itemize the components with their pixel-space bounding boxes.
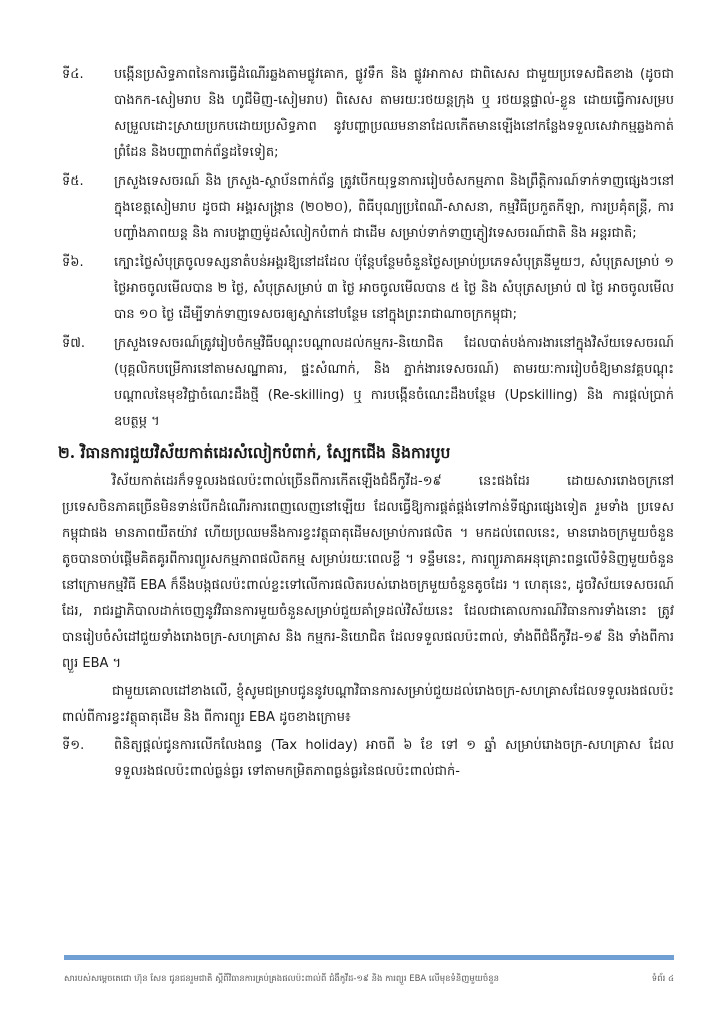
body-paragraph: វិស័យកាត់ដេរក៏ទទួលរងផលប៉ះពាល់ច្រើនពីការកើតឡើងជំងឺកូវីដ-១៩ នេះផងដែរ ដោយសាររោងចក្រនៅប្រទេសចិនភាគច្រើនមិនទាន់បើកដំណើរការពេញលេញនៅឡើយ ដែលធ្វើឱ្យការផ្គត់ផ្គង់ទៅកាន់ទីផ្សារផ្សេងទៀត រួមទាំង ប្រទេសកម្ពុជាផង មានភាពយឺតយ៉ាវ ហើយប្រឈមនឹងការខ្វះវត្ថុធាតុដើមសម្រាប់ការផលិត ។ មកដល់ពេលនេះ, មានរោងចក្រមួយចំនួនតូចបានចាប់ផ្តើមគិតគូរពីការព្យួរសកម្មភាពផលិតកម្ម សម្រាប់រយៈពេលខ្លី ។ ទន្ទឹមនេះ, ការព្យួរភាគអនុគ្រោះពន្ធលើទំនិញមួយចំនួន នៅក្រោមកម្មវិធី EBA ក៏នឹងបង្កផលប៉ះពាល់ខ្លះទៅលើការផលិតរបស់រោងចក្រមួយចំនួនតូចដែរ ។ ហេតុនេះ, ដូចវិស័យទេសចរណ៍ដែរ, រាជរដ្ឋាភិបាលដាក់ចេញនូវវិធានការមួយចំនួនសម្រាប់ជួយគាំទ្រដល់វិស័យនេះ ដែលជាគោលការណ៍វិធានការទាំងនោះ ត្រូវបានរៀបចំសំដៅជួយទាំងរោងចក្រ-សហគ្រាស និង កម្មករ-និយោជិត ដែលទទួលផលប៉ះពាល់, ទាំងពីជំងឺកូវីដ-១៩ និង ទាំងពីការព្យួរ EBA ។ — [62, 474, 674, 671]
item-text: ក្រសួងទេសចរណ៍ និង ក្រសួង-ស្ថាប័នពាក់ព័ន្ធ ត្រូវបើកយុទ្ធនាការរៀបចំសកម្មភាព និងព្រឹត្តិការណ៍ទាក់ទាញផ្សេងៗនៅក្នុងខេត្តសៀមរាប ដូចជា អង្គរសង្ក្រាន (២០២០), ពិធីបុណ្យប្រពៃណី-សាសនា, កម្មវិធីប្រកួតកីឡា, ការប្រគុំតន្ត្រី, ការបញ្ចាំងភាពយន្ត និង ការបង្ហាញម៉ូដសំលៀកបំពាក់ ជាដើម សម្រាប់ទាក់ទាញភ្ញៀវទេសចរណ៍ជាតិ និង អន្តរជាតិ; — [114, 174, 674, 241]
page-content — [58, 62, 674, 788]
list-item — [10, 169, 674, 247]
page-footer — [64, 972, 674, 986]
body-paragraph: ជាមួយគោលដៅខាងលើ, ខ្ញុំសូមជម្រាបជូននូវបណ្តាវិធានការសម្រាប់ជួយដល់រោងចក្រ-សហគ្រាសដែលទទួលរងផលប៉ះពាល់ពីការខ្វះវត្ថុធាតុដើម និង ពីការព្យួរ EBA ដូចខាងក្រោម៖ — [62, 684, 674, 725]
item-text: ក្រសួងទេសចរណ៍ត្រូវរៀបចំកម្មវិធីបណ្តុះបណ្តាលដល់កម្មករ-និយោជិត ដែលបាត់បង់ការងារនៅក្នុងវិស័យទេសចរណ៍ (បុគ្គលិកបម្រើការនៅតាមសណ្ឋាគារ, ផ្ទះសំណាក់, និង ភ្នាក់ងារទេសចរណ៍) តាមរយៈការរៀបចំឱ្យមានវគ្គបណ្តុះបណ្តាលនៃមុខវិជ្ជាចំណេះដឹងថ្មី (Re-skilling) ឬ ការបង្កើនចំណេះដឹងបន្ថែម (Upskilling) និង ការផ្តល់ប្រាក់ឧបត្ថម្ភ ។ — [114, 336, 674, 429]
footer-title: សារបស់សម្តេចតេជោ ហ៊ុន សែន ជូនជនរួមជាតិ ស្តីពីវិធានការគ្រប់គ្រងផលប៉ះពាល់ពី ជំងឺកូវីដ-១៩ និង ការព្យួរ EBA លើមុខទំនិញមួយចំនួន — [64, 974, 500, 984]
item-number: ទី៧. — [62, 336, 86, 351]
item-number: ទី១. — [62, 738, 85, 753]
item-number: ទី៤. — [62, 67, 84, 82]
list-item — [10, 250, 674, 328]
item-text: ក្បោះថ្លៃសំបុត្រចូលទស្សនាតំបន់អង្គរឱ្យនៅដដែល ប៉ុន្តែបន្ថែមចំនួនថ្ងៃសម្រាប់ប្រភេទសំបុត្រនីមួយៗ, សំបុត្រសម្រាប់ ១ ថ្ងៃអាចចូលមើលបាន ២ ថ្ងៃ, សំបុត្រសម្រាប់ ៣ ថ្ងៃ អាចចូលមើលបាន ៥ ថ្ងៃ និង សំបុត្រសម្រាប់ ៧ ថ្ងៃ អាចចូលមើលបាន ១០ ថ្ងៃ ដើម្បីទាក់ទាញទេសចរឲ្យស្នាក់នៅបន្ថែម នៅក្នុងព្រះរាជាណាចក្រកម្ពុជា; — [114, 255, 674, 322]
page-number: ទំព័រ ៤ — [651, 974, 674, 984]
footer-divider — [64, 955, 674, 960]
item-text: ពិនិត្យផ្តល់ជូនការលើកលែងពន្ធ (Tax holiday) អាចពី ៦ ខែ ទៅ ១ ឆ្នាំ សម្រាប់រោងចក្រ-សហគ្រាស ដែលទទួលរងផលប៉ះពាល់ធ្ងន់ធ្ងរ ទៅតាមកម្រិតភាពធ្ងន់ធ្ងរនៃផលប៉ះពាល់ជាក់- — [114, 738, 674, 779]
section-heading: ២. វិធានការជួយវិស័យកាត់ដេរសំលៀកបំពាក់, ស្បែកជើង និងការបូប — [58, 443, 451, 462]
item-text: បង្កើនប្រសិទ្ធភាពនៃការធ្វើដំណើរឆ្លងតាមផ្លូវគោក, ផ្លូវទឹក និង ផ្លូវអាកាស ជាពិសេស ជាមួយប្រទេសជិតខាង (ដូចជា បាងកក-សៀមរាប និង ហូជីមិញ-សៀមរាប) ពិសេស តាមរយៈរថយន្តក្រុង ឬ រថយន្តផ្ទាល់-ខ្លួន ដោយធ្វើការសម្របសម្រួលដោះស្រាយប្រកបដោយប្រសិទ្ធភាព នូវបញ្ហាប្រឈមនានាដែលកើតមានឡើងនៅកន្លែងទទួលសេវាកម្មឆ្លងកាត់ព្រំដែន និងបញ្ហាពាក់ព័ន្ធដទៃទៀត; — [114, 67, 674, 160]
list-item — [10, 331, 674, 435]
list-item — [10, 62, 674, 166]
item-number: ទី៥. — [62, 174, 84, 189]
item-number: ទី៦. — [62, 255, 84, 270]
list-item — [10, 733, 674, 785]
